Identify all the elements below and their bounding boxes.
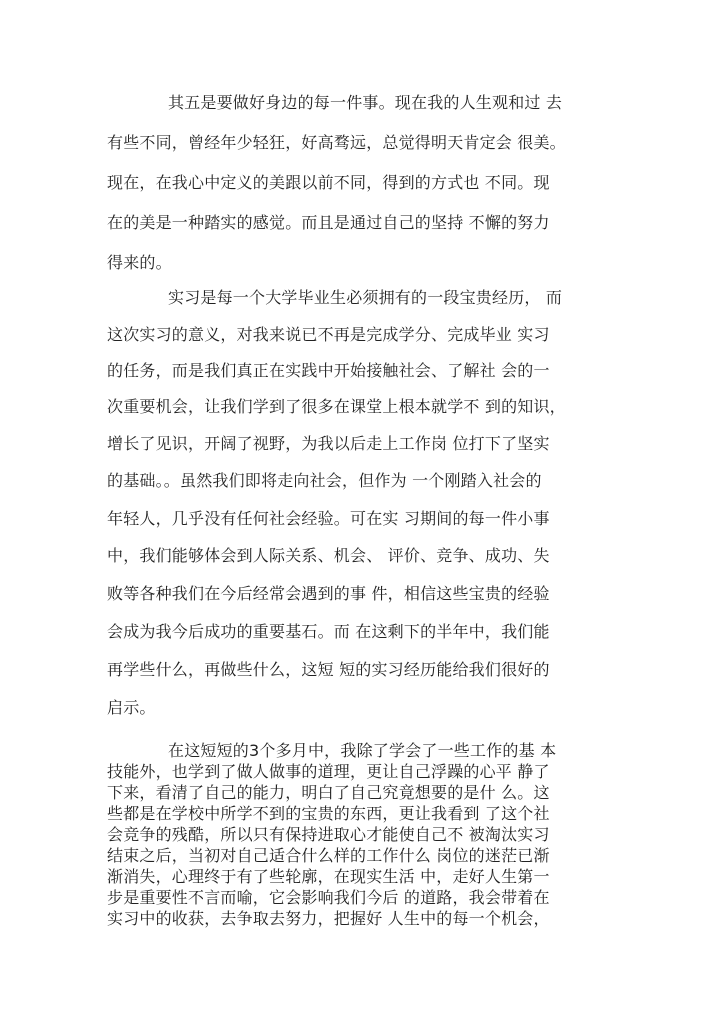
text-line: 增长了见识，开阔了视野，为我以后走上工作岗 位打下了坚实 — [107, 434, 550, 453]
text-line: 会竞争的残酷，所以只有保持进取心才能使自己不 被淘汰实习 — [107, 825, 550, 844]
text-line: 步是重要性不言而喻，它会影响我们今后 的道路，我会带着在 — [107, 888, 550, 907]
text-line: 有些不同，曾经年少轻狂，好高骛远，总觉得明天肯定会 很美。 — [107, 133, 566, 152]
text-line: 的任务，而是我们真正在实践中开始接触社会、了解社 会的一 — [107, 361, 550, 380]
text-line: 技能外，也学到了做人做事的道理，更让自己浮躁的心平 静了 — [107, 762, 550, 781]
text-line: 下来，看清了自己的能力，明白了自己究竟想要的是什 么。这 — [107, 783, 550, 802]
text-line: 现在，在我心中定义的美跟以前不同，得到的方式也 不同。现 — [107, 173, 550, 192]
text-line: 这次实习的意义，对我来说已不再是完成学分、完成毕业 实习 — [107, 325, 550, 344]
text-line: 其五是要做好身边的每一件事。现在我的人生观和过 去 — [168, 93, 563, 112]
text-line: 败等各种我们在今后经常会遇到的事 件，相信这些宝贵的经验 — [107, 584, 550, 603]
text-line: 在的美是一种踏实的感觉。而且是通过自己的坚持 不懈的努力 — [107, 213, 550, 232]
text-line: 启示。 — [107, 698, 156, 717]
text-line: 得来的。 — [107, 253, 172, 272]
text-line: 渐消失，心理终于有了些轮廓，在现实生活 中，走好人生第一 — [107, 867, 550, 886]
text-line: 中，我们能够体会到人际关系、机会、 评价、竞争、成功、失 — [107, 546, 550, 565]
text-line: 结束之后，当初对自己适合什么样的工作什么 岗位的迷茫已渐 — [107, 846, 550, 865]
text-line: 的基础。。虽然我们即将走向社会，但作为 一个刚踏入社会的 — [107, 471, 542, 490]
text-line: 实习中的收获，去争取去努力，把握好 人生中的每一个机会， — [107, 909, 550, 928]
text-line: 次重要机会，让我们学到了很多在课堂上根本就学不 到的知识， — [107, 397, 566, 416]
text-line: 些都是在学校中所学不到的宝贵的东西，更让我看到 了这个社 — [107, 804, 550, 823]
text-line: 会成为我今后成功的重要基石。而 在这剩下的半年中，我们能 — [107, 622, 550, 641]
text-line: 实习是每一个大学毕业生必须拥有的一段宝贵经历， 而 — [168, 288, 563, 307]
text-line: 再学些什么，再做些什么，这短 短的实习经历能给我们很好的 — [107, 660, 550, 679]
text-line: 在这短短的3个多月中，我除了学会了一些工作的基 本 — [168, 741, 557, 760]
text-line: 年轻人，几乎没有任何社会经验。可在实 习期间的每一件小事 — [107, 509, 550, 528]
